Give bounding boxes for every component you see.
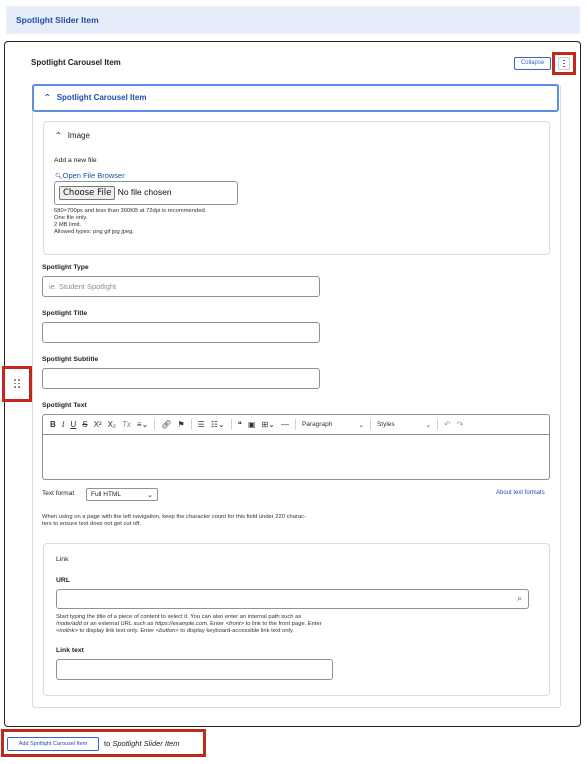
- chevron-down-icon: ⌄: [147, 492, 153, 499]
- collapse-button[interactable]: Collapse: [514, 57, 551, 70]
- choose-file-button[interactable]: Choose File: [59, 186, 115, 200]
- page-title: Spotlight Slider Item: [16, 15, 99, 25]
- undo-icon[interactable]: ↶: [443, 419, 451, 429]
- editor-toolbar: [42, 414, 550, 435]
- bulleted-list-icon[interactable]: ☰: [197, 419, 205, 429]
- styles-dropdown[interactable]: Styles ⌄: [376, 420, 431, 429]
- spotlight-title-label: Spotlight Title: [42, 310, 88, 317]
- chevron-up-icon: ⌃: [54, 131, 63, 140]
- spotlight-type-label: Spotlight Type: [42, 264, 89, 271]
- kebab-menu-icon[interactable]: [558, 57, 570, 70]
- summary-label: Spotlight Carousel Item: [56, 93, 147, 102]
- link-text-label: Link text: [56, 647, 84, 654]
- spotlight-subtitle-input[interactable]: [42, 368, 320, 389]
- link-section-label: Link: [56, 556, 69, 563]
- add-target-text: to Spotlight Slider Item: [104, 739, 180, 748]
- carousel-item-summary[interactable]: [32, 84, 559, 112]
- image-label: Image: [67, 131, 90, 140]
- open-file-browser-link[interactable]: 🔍︎Open File Browser: [55, 171, 125, 180]
- underline-button[interactable]: U: [70, 419, 77, 429]
- add-file-label: Add a new file: [54, 157, 97, 164]
- spotlight-type-input[interactable]: [42, 276, 320, 297]
- no-file-text: No file chosen: [117, 187, 172, 197]
- text-format-help: When using on a page with the left navigation, keep the character count for this field under 220 charac- ters to ensure text does not get cut off.: [42, 514, 306, 527]
- text-format-select[interactable]: Full HTML ⌄: [86, 488, 158, 501]
- spotlight-text-editor[interactable]: [42, 435, 550, 480]
- blockquote-icon[interactable]: ❝: [237, 419, 242, 429]
- drag-handle-icon[interactable]: [14, 379, 20, 388]
- remove-format-button[interactable]: Tx: [122, 419, 131, 429]
- drag-handle-highlight: [2, 366, 32, 402]
- chevron-up-icon: ⌃: [43, 93, 52, 102]
- spotlight-title-input[interactable]: [42, 322, 320, 343]
- file-input[interactable]: [54, 181, 238, 205]
- table-icon[interactable]: ⊞⌄: [261, 419, 275, 429]
- numbered-list-icon[interactable]: ☷⌄: [210, 419, 225, 429]
- actions-menu-highlight: [552, 52, 576, 75]
- strikethrough-button[interactable]: S: [82, 419, 88, 429]
- paragraph-dropdown[interactable]: Paragraph ⌄: [301, 420, 364, 429]
- page-header: [6, 6, 580, 34]
- italic-button[interactable]: I: [61, 419, 65, 429]
- image-description: 680×700px and less than 300KB at 72dpi is recommended. One file only. 2 MB limit. Allowed types: png gif jpg jpeg.: [54, 208, 207, 235]
- subscript-button[interactable]: X₂: [107, 419, 117, 429]
- link-icon[interactable]: 🔗︎: [161, 419, 172, 429]
- url-help: Start typing the title of a piece of content to select it. You can also enter an internal path such as /node/add or an external URL such as https://example.com. Enter <front> to link to the front page. Enter <nolink> to display link text only. Enter <button> to display keyboard-accessible link text only.: [56, 614, 322, 634]
- flag-icon[interactable]: ⚑: [177, 419, 185, 429]
- media-icon[interactable]: ▣: [247, 419, 256, 429]
- search-icon: ⌕: [516, 593, 522, 603]
- add-spotlight-carousel-item-button[interactable]: Add Spotlight Carousel Item: [7, 737, 99, 751]
- about-text-formats-link[interactable]: About text formats: [496, 490, 545, 496]
- superscript-button[interactable]: X²: [93, 419, 102, 429]
- item-title: Spotlight Carousel Item: [31, 58, 121, 67]
- magnifier-icon: 🔍︎: [55, 174, 63, 180]
- horizontal-line-icon[interactable]: —: [280, 419, 289, 429]
- redo-icon[interactable]: ↷: [456, 419, 464, 429]
- image-summary[interactable]: [55, 131, 90, 140]
- align-icon[interactable]: ≡⌄: [136, 419, 149, 429]
- text-format-label: Text format: [42, 490, 75, 497]
- spotlight-text-label: Spotlight Text: [42, 402, 87, 409]
- spotlight-subtitle-label: Spotlight Subtitle: [42, 356, 99, 363]
- url-input[interactable]: [56, 589, 529, 609]
- link-text-input[interactable]: [56, 659, 333, 680]
- bold-button[interactable]: B: [50, 419, 56, 429]
- url-label: URL: [56, 577, 70, 584]
